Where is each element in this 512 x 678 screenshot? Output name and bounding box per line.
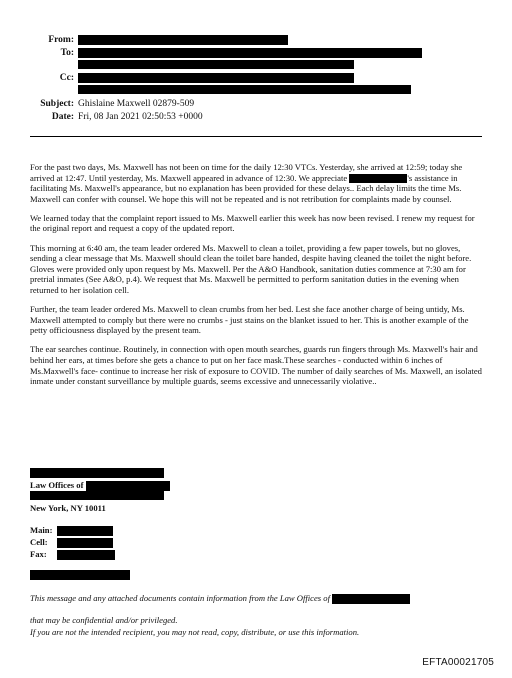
name-redaction: [349, 174, 407, 183]
paragraph-3: This morning at 6:40 am, the team leader ordered Ms. Maxwell to clean a toilet, providing a few paper towels, but no gloves, sending a clear message that Ms. Maxwell should clean the toilet bare handed, despite having cleaned the toilet the night before. Gloves were provided only upon request by Ms. Maxwell. Per the A&O Handbook, sanitation duties commence at 7:30 am for pretrial inmates (See A&O, p.4). We request that Ms. Maxwell be permitted to perform sanitation duties in the evening when returned to her isolation cell.: [30, 242, 472, 295]
to-label: To:: [60, 48, 74, 58]
paragraph-1-part-b: 's assistance in facilitating Ms. Maxwell's appearance, but no explanation has been provided for these delays.. Each delay limits the time Ms. Maxwell can confer with counsel. We hope this will not be repeated and is not retribution for complaints made by counsel.: [30, 172, 462, 204]
header-divider: [30, 136, 482, 137]
disclaimer-line-3: If you are not the intended recipient, you may not read, copy, distribute, or use this information.: [30, 627, 360, 637]
from-redaction: [78, 35, 288, 45]
email-header: [0, 0, 512, 140]
fax-redaction: [57, 550, 115, 560]
paragraph-2: We learned today that the complaint report issued to Ms. Maxwell earlier this week has now been revised. I renew my request for the original report and request a copy of the updated report.: [30, 212, 475, 234]
message-body: [30, 162, 485, 395]
fax-label: Fax:: [30, 549, 47, 559]
disclaimer-line-1: [30, 593, 490, 604]
main-phone-line: [30, 525, 113, 536]
cell-phone-line: [30, 537, 113, 548]
firm-name-redaction: [86, 481, 170, 491]
to-redaction-line1: [78, 48, 422, 58]
date-label: Date:: [51, 112, 74, 122]
to-redaction-line2: [78, 60, 354, 69]
firm-prefix: Law Offices of: [30, 480, 84, 490]
paragraph-4: Further, the team leader ordered Ms. Maxwell to clean crumbs from her bed. Lest she face another charge of being untidy, Ms. Maxwell attempted to comply but there were no crumbs - just stains on the blanket issued to her. This is another example of the petty officiousness displayed by the present team.: [30, 304, 469, 336]
subject-value: Ghislaine Maxwell 02879-509: [78, 99, 195, 109]
paragraph-1-part-a: For the past two days, Ms. Maxwell has not been on time for the daily 12:30 VTCs. Yesterday, she arrived at 12:59; today she arrived at 12:47. Until yesterday, Ms. Maxwell appeared in advance of 12:30. We appreciate: [30, 162, 463, 183]
date-value: Fri, 08 Jan 2021 02:50:53 +0000: [78, 112, 203, 122]
cell-phone-redaction: [57, 538, 113, 548]
fax-line: [30, 549, 115, 560]
firm-line: [30, 480, 170, 491]
main-label: Main:: [30, 525, 53, 535]
email-redaction: [30, 570, 130, 580]
city-line: New York, NY 10011: [30, 503, 106, 513]
paragraph-5: The ear searches continue. Routinely, in connection with open mouth searches, guards run fingers through Ms. Maxwell's hair and behind her ears, at times before she gets a chance to put on her face mask.These searches - conducted within 6 inches of Ms.Maxwell's face- continue to increase her risk of exposure to COVID. The number of daily searches of Ms. Maxwell, an isolated inmate under constant surveillance by multiple guards, seems excessive and unnecessarily violative..: [30, 344, 482, 387]
cc-label: Cc:: [59, 73, 74, 83]
paragraph-1: [30, 162, 485, 204]
disclaimer-firm-redaction: [332, 594, 410, 604]
cell-label: Cell:: [30, 537, 48, 547]
document-id: EFTA00021705: [422, 657, 494, 668]
cc-redaction-line2: [78, 85, 411, 94]
from-label: From:: [48, 35, 74, 45]
disclaimer-text-1: This message and any attached documents contain information from the Law Offices of: [30, 593, 330, 603]
cc-redaction-line1: [78, 73, 354, 83]
main-phone-redaction: [57, 526, 113, 536]
disclaimer-line-2: that may be confidential and/or privileged.: [30, 615, 178, 625]
subject-label: Subject:: [40, 99, 74, 109]
signature-name-redaction: [30, 468, 164, 478]
address-redaction: [30, 491, 164, 500]
